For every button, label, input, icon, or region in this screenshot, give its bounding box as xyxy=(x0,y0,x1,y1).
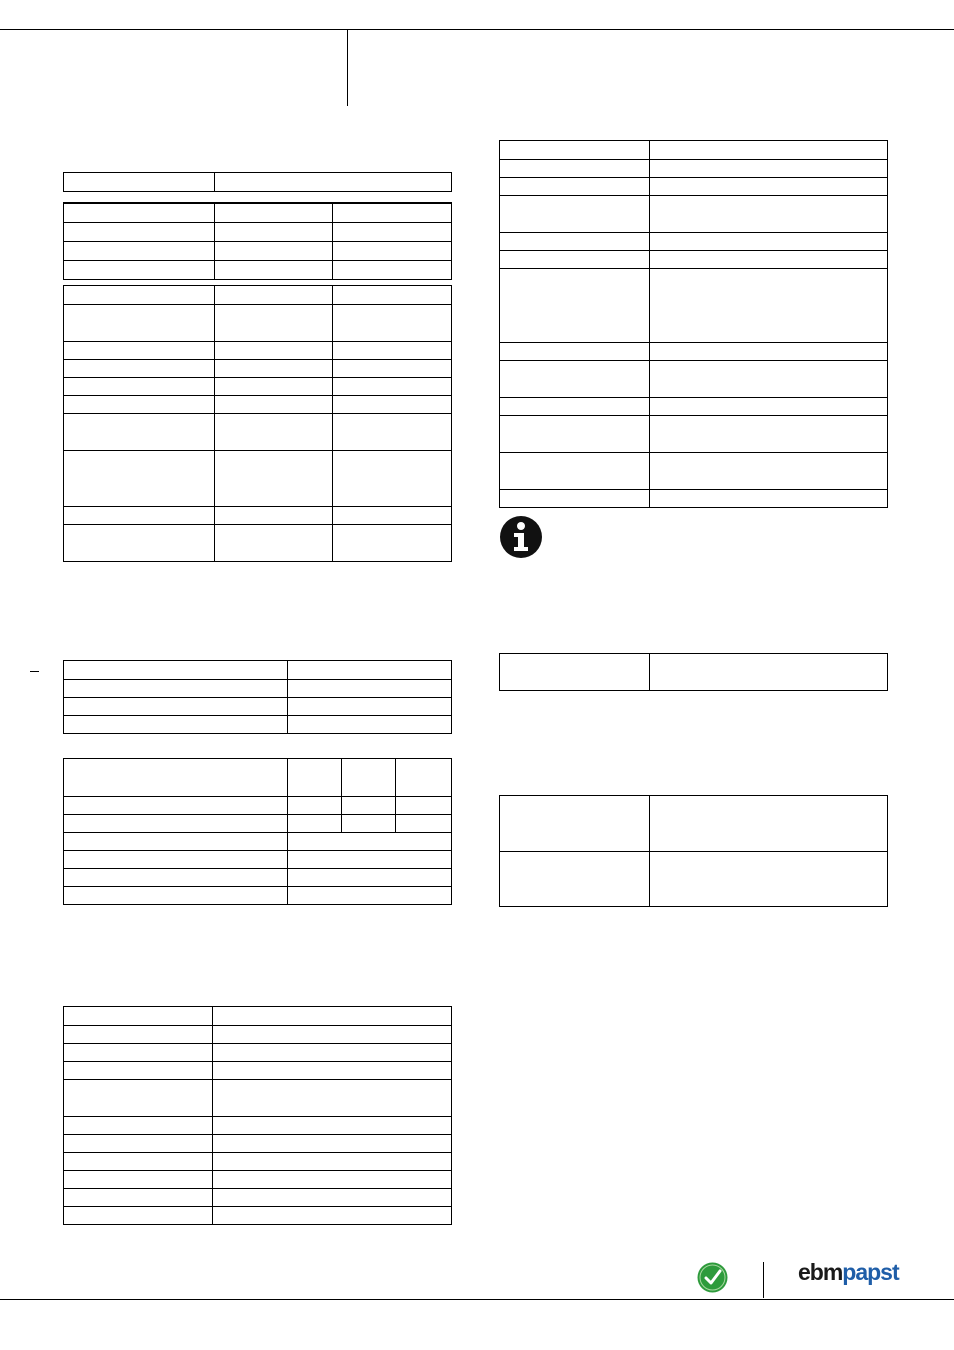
table-row xyxy=(64,869,452,887)
table-row xyxy=(64,887,452,905)
table-row xyxy=(500,343,888,361)
table-row xyxy=(64,414,452,451)
table-nominal-data-1 xyxy=(63,202,452,280)
table-row xyxy=(500,654,888,691)
header-top-rule xyxy=(0,29,954,30)
table-row xyxy=(500,269,888,343)
table-row xyxy=(500,416,888,453)
table-row xyxy=(64,1026,452,1044)
table-row xyxy=(64,1044,452,1062)
table-row xyxy=(64,203,452,222)
footer-logo-divider xyxy=(763,1262,764,1298)
table-specs-right xyxy=(499,140,888,508)
table-row xyxy=(64,222,452,241)
table-row xyxy=(64,525,452,562)
table-row xyxy=(500,196,888,233)
table-row xyxy=(64,1153,452,1171)
table-row xyxy=(64,1062,452,1080)
table-row xyxy=(500,251,888,269)
table-nominal-data-2 xyxy=(63,285,452,562)
table-row xyxy=(64,1171,452,1189)
table-row xyxy=(64,378,452,396)
table-row xyxy=(500,490,888,508)
table-row xyxy=(64,716,452,734)
table-row xyxy=(64,173,452,192)
table-row xyxy=(64,661,452,680)
table-row xyxy=(64,815,452,833)
table-row xyxy=(64,797,452,815)
table-row xyxy=(500,852,888,907)
table-row xyxy=(64,1007,452,1026)
info-icon xyxy=(499,515,543,559)
table-row xyxy=(64,286,452,305)
table-technical-1 xyxy=(63,660,452,734)
table-row xyxy=(64,1189,452,1207)
table-row xyxy=(64,1080,452,1117)
table-row xyxy=(64,342,452,360)
table-technical-2 xyxy=(63,758,452,905)
table-row xyxy=(64,833,452,851)
table-row xyxy=(64,851,452,869)
table-row xyxy=(64,451,452,507)
table-row xyxy=(64,360,452,378)
table-row xyxy=(500,233,888,251)
table-row xyxy=(500,796,888,852)
margin-mark xyxy=(30,671,39,672)
table-row xyxy=(500,453,888,490)
logo-papst: papst xyxy=(842,1259,899,1285)
table-row xyxy=(64,1117,452,1135)
table-row xyxy=(64,507,452,525)
table-row xyxy=(500,398,888,416)
table-note-right xyxy=(499,653,888,691)
table-row xyxy=(64,396,452,414)
table-row xyxy=(64,241,452,260)
logo-ebm: ebm xyxy=(798,1259,843,1285)
table-row xyxy=(64,759,452,797)
table-row xyxy=(64,680,452,698)
table-nominal-header xyxy=(63,172,452,192)
table-row xyxy=(500,361,888,398)
table-row xyxy=(64,305,452,342)
table-row xyxy=(500,160,888,178)
table-row xyxy=(64,260,452,279)
table-technical-3 xyxy=(63,1006,452,1225)
ebmpapst-logo xyxy=(798,1259,899,1286)
table-row xyxy=(64,698,452,716)
table-row xyxy=(500,178,888,196)
footer-rule xyxy=(0,1299,954,1300)
table-row xyxy=(64,1135,452,1153)
table-row xyxy=(64,1207,452,1225)
header-divider xyxy=(347,29,348,106)
table-approvals-right xyxy=(499,795,888,907)
greentech-logo-icon xyxy=(697,1262,728,1293)
table-row xyxy=(500,141,888,160)
